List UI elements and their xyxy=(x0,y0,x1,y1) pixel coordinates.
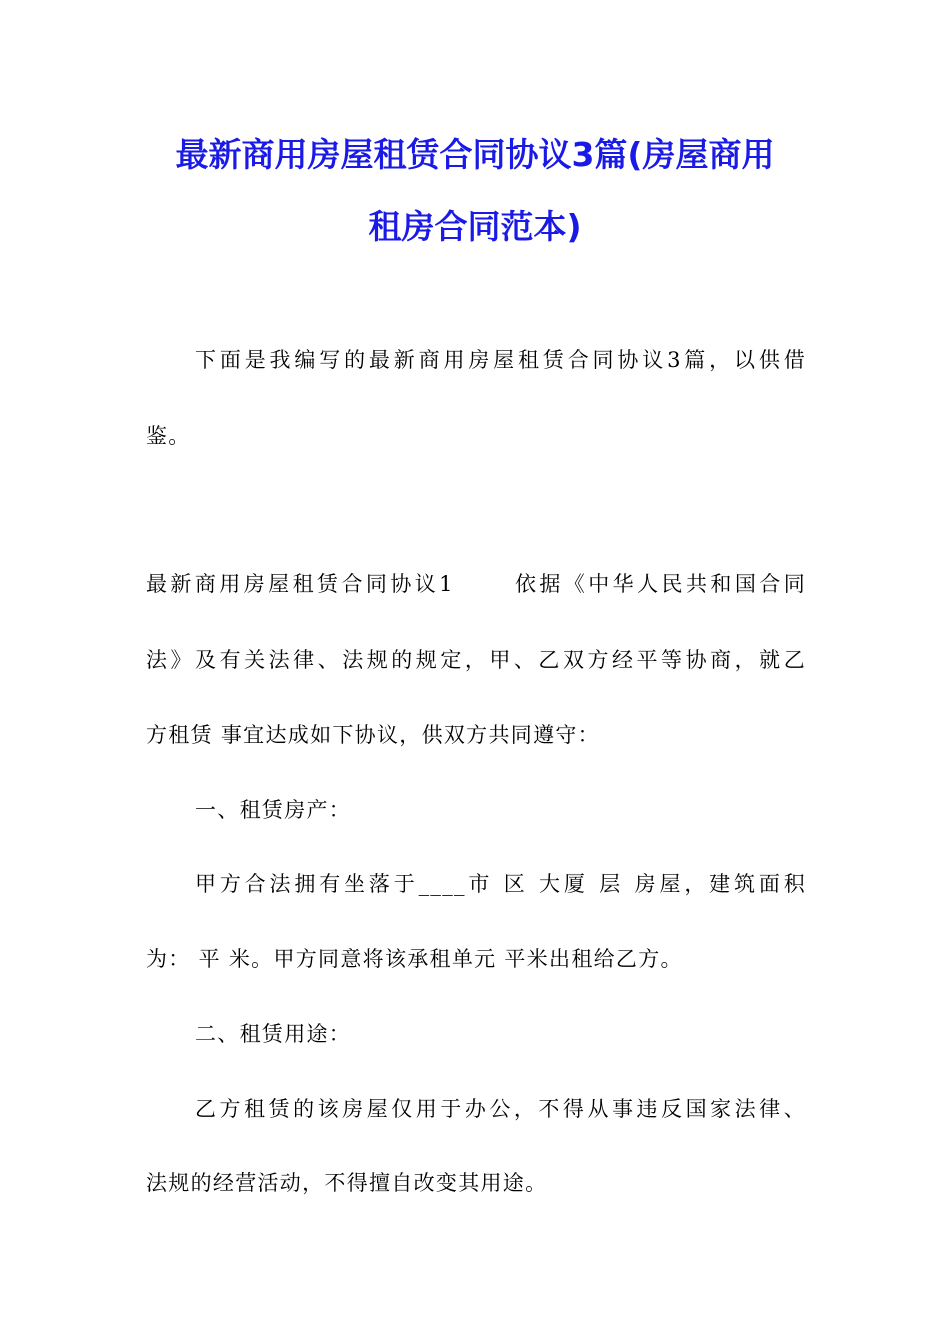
agreement-1-text-line-3: 方租赁 事宜达成如下协议，供双方共同遵守： xyxy=(146,723,600,747)
document-title-line-1: 最新商用房屋租赁合同协议3篇(房屋商用 xyxy=(175,135,775,174)
section-1-heading: 一、租赁房产： xyxy=(195,798,352,822)
section-1-text-line-1: 甲方合法拥有坐落于____市 区 大厦 层 房屋，建筑面积 xyxy=(195,872,806,896)
intro-text-line-1: 下面是我编写的最新商用房屋租赁合同协议3篇，以供借 xyxy=(195,348,806,372)
agreement-1-text-line-1: 最新商用房屋租赁合同协议1 依据《中华人民共和国合同 xyxy=(146,572,806,596)
section-2-text-line-2: 法规的经营活动，不得擅自改变其用途。 xyxy=(146,1171,548,1195)
section-2-heading: 二、租赁用途： xyxy=(195,1022,352,1046)
agreement-1-text-line-2: 法》及有关法律、法规的规定，甲、乙双方经平等协商，就乙 xyxy=(146,648,806,672)
intro-text-line-2: 鉴。 xyxy=(146,424,191,448)
section-2-text-line-1: 乙方租赁的该房屋仅用于办公，不得从事违反国家法律、 xyxy=(195,1097,806,1121)
section-1-text-line-2: 为： 平 米。甲方同意将该承租单元 平米出租给乙方。 xyxy=(146,947,683,971)
document-title-line-2: 租房合同范本) xyxy=(368,207,582,246)
